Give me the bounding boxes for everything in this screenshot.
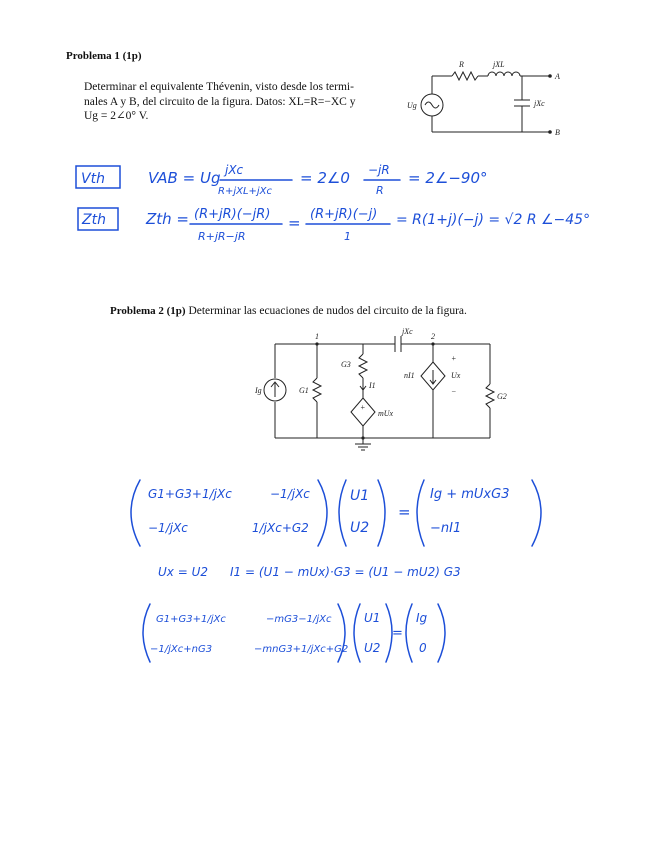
matrix1-u2: U2 bbox=[350, 520, 370, 536]
matrix2-u2: U2 bbox=[364, 641, 381, 655]
label-jxl: jXL bbox=[493, 60, 505, 69]
matrix2-f22: −mnG3+1/jXc+G2 bbox=[254, 644, 349, 655]
statement-line-2: nales A y B, del circuito de la figura. Datos: XL=R=−XC y bbox=[84, 95, 356, 108]
label-jxc: jXc bbox=[534, 99, 545, 108]
matrix2-eq: = bbox=[392, 626, 403, 641]
zth-result: = R(1+j)(−j) = √2 R ∠−45° bbox=[396, 212, 591, 228]
zth-fraction-den: R+jR−jR bbox=[198, 230, 246, 243]
matrix1-r1: Ig + mUxG3 bbox=[430, 487, 510, 502]
label-g1: G1 bbox=[299, 386, 309, 395]
statement-line-3: Ug = 2∠0° V. bbox=[84, 110, 149, 122]
label-ug: Ug bbox=[407, 101, 417, 110]
label-b: B bbox=[555, 128, 560, 137]
problem1-statement bbox=[84, 80, 404, 124]
problem2-handwritten-solution bbox=[120, 472, 560, 672]
vth-result: = 2∠−90° bbox=[408, 169, 488, 187]
thevenin-circuit-diagram bbox=[400, 56, 570, 140]
vth-box-label: Vth bbox=[81, 171, 105, 187]
nodal-circuit-diagram bbox=[255, 326, 515, 456]
matrix2-r1: Ig bbox=[416, 611, 428, 625]
label-r: R bbox=[459, 60, 464, 69]
matrix1-m21: −1/jXc bbox=[148, 521, 188, 535]
label-i1: I1 bbox=[369, 381, 376, 390]
label-ni1: nI1 bbox=[404, 371, 415, 380]
problem1-heading: Problema 1 (1p) bbox=[66, 50, 142, 62]
label-ux-minus: − bbox=[451, 387, 457, 396]
label-mux: mUx bbox=[378, 409, 394, 418]
matrix2-f11: G1+G3+1/jXc bbox=[156, 614, 226, 625]
label-node1: 1 bbox=[315, 332, 319, 341]
label-a: A bbox=[555, 72, 560, 81]
matrix1-u1: U1 bbox=[350, 488, 370, 504]
zth-eq1: = bbox=[288, 214, 301, 232]
matrix1-m22: 1/jXc+G2 bbox=[252, 521, 309, 535]
zth-fraction-num2: (R+jR)(−j) bbox=[310, 207, 378, 222]
relation-i1: I1 = (U1 − mUx)·G3 = (U1 − mU2) G3 bbox=[230, 565, 461, 579]
matrix1-eq: = bbox=[398, 503, 411, 521]
matrix2-r2: 0 bbox=[419, 641, 427, 655]
label-node2: 2 bbox=[431, 332, 435, 341]
relation-ux: Ux = U2 bbox=[158, 565, 208, 579]
vth-mid: = 2∠0 bbox=[300, 169, 350, 187]
label-source-plus: + bbox=[360, 403, 366, 412]
problem2-statement: Determinar las ecuaciones de nudos del circuito de la figura. bbox=[188, 305, 467, 317]
vth-ug: Ug bbox=[200, 169, 221, 187]
zth-lhs: Zth = bbox=[146, 210, 190, 228]
matrix1-m11: G1+G3+1/jXc bbox=[148, 487, 232, 501]
label-jxc-2: jXc bbox=[402, 327, 413, 336]
label-ig: Ig bbox=[255, 386, 262, 395]
problem2-title-line bbox=[110, 304, 610, 319]
matrix2-f12: −mG3−1/jXc bbox=[266, 614, 332, 625]
vth-fraction-den2: R bbox=[376, 184, 384, 197]
vth-lhs: VAB = bbox=[148, 169, 196, 187]
statement-line-1: Determinar el equivalente Thévenin, visto desde los termi- bbox=[84, 81, 354, 93]
problem2-heading: Problema 2 (1p) bbox=[110, 305, 186, 317]
matrix1-r2: −nI1 bbox=[430, 521, 462, 536]
problem1-handwritten-solution bbox=[60, 158, 620, 258]
vth-fraction-num2: −jR bbox=[368, 163, 390, 177]
matrix1-m12: −1/jXc bbox=[270, 487, 310, 501]
label-g3: G3 bbox=[341, 360, 351, 369]
label-ux: Ux bbox=[451, 371, 461, 380]
zth-fraction-num: (R+jR)(−jR) bbox=[194, 207, 271, 222]
vth-fraction-num: jXc bbox=[225, 163, 244, 177]
label-g2: G2 bbox=[497, 392, 507, 401]
zth-fraction-den2: 1 bbox=[344, 230, 351, 243]
zth-box-label: Zth bbox=[82, 212, 106, 228]
label-ux-plus: + bbox=[451, 354, 457, 363]
vth-fraction-den: R+jXL+jXc bbox=[218, 186, 273, 197]
matrix2-u1: U1 bbox=[364, 611, 381, 625]
matrix2-f21: −1/jXc+nG3 bbox=[150, 644, 213, 655]
